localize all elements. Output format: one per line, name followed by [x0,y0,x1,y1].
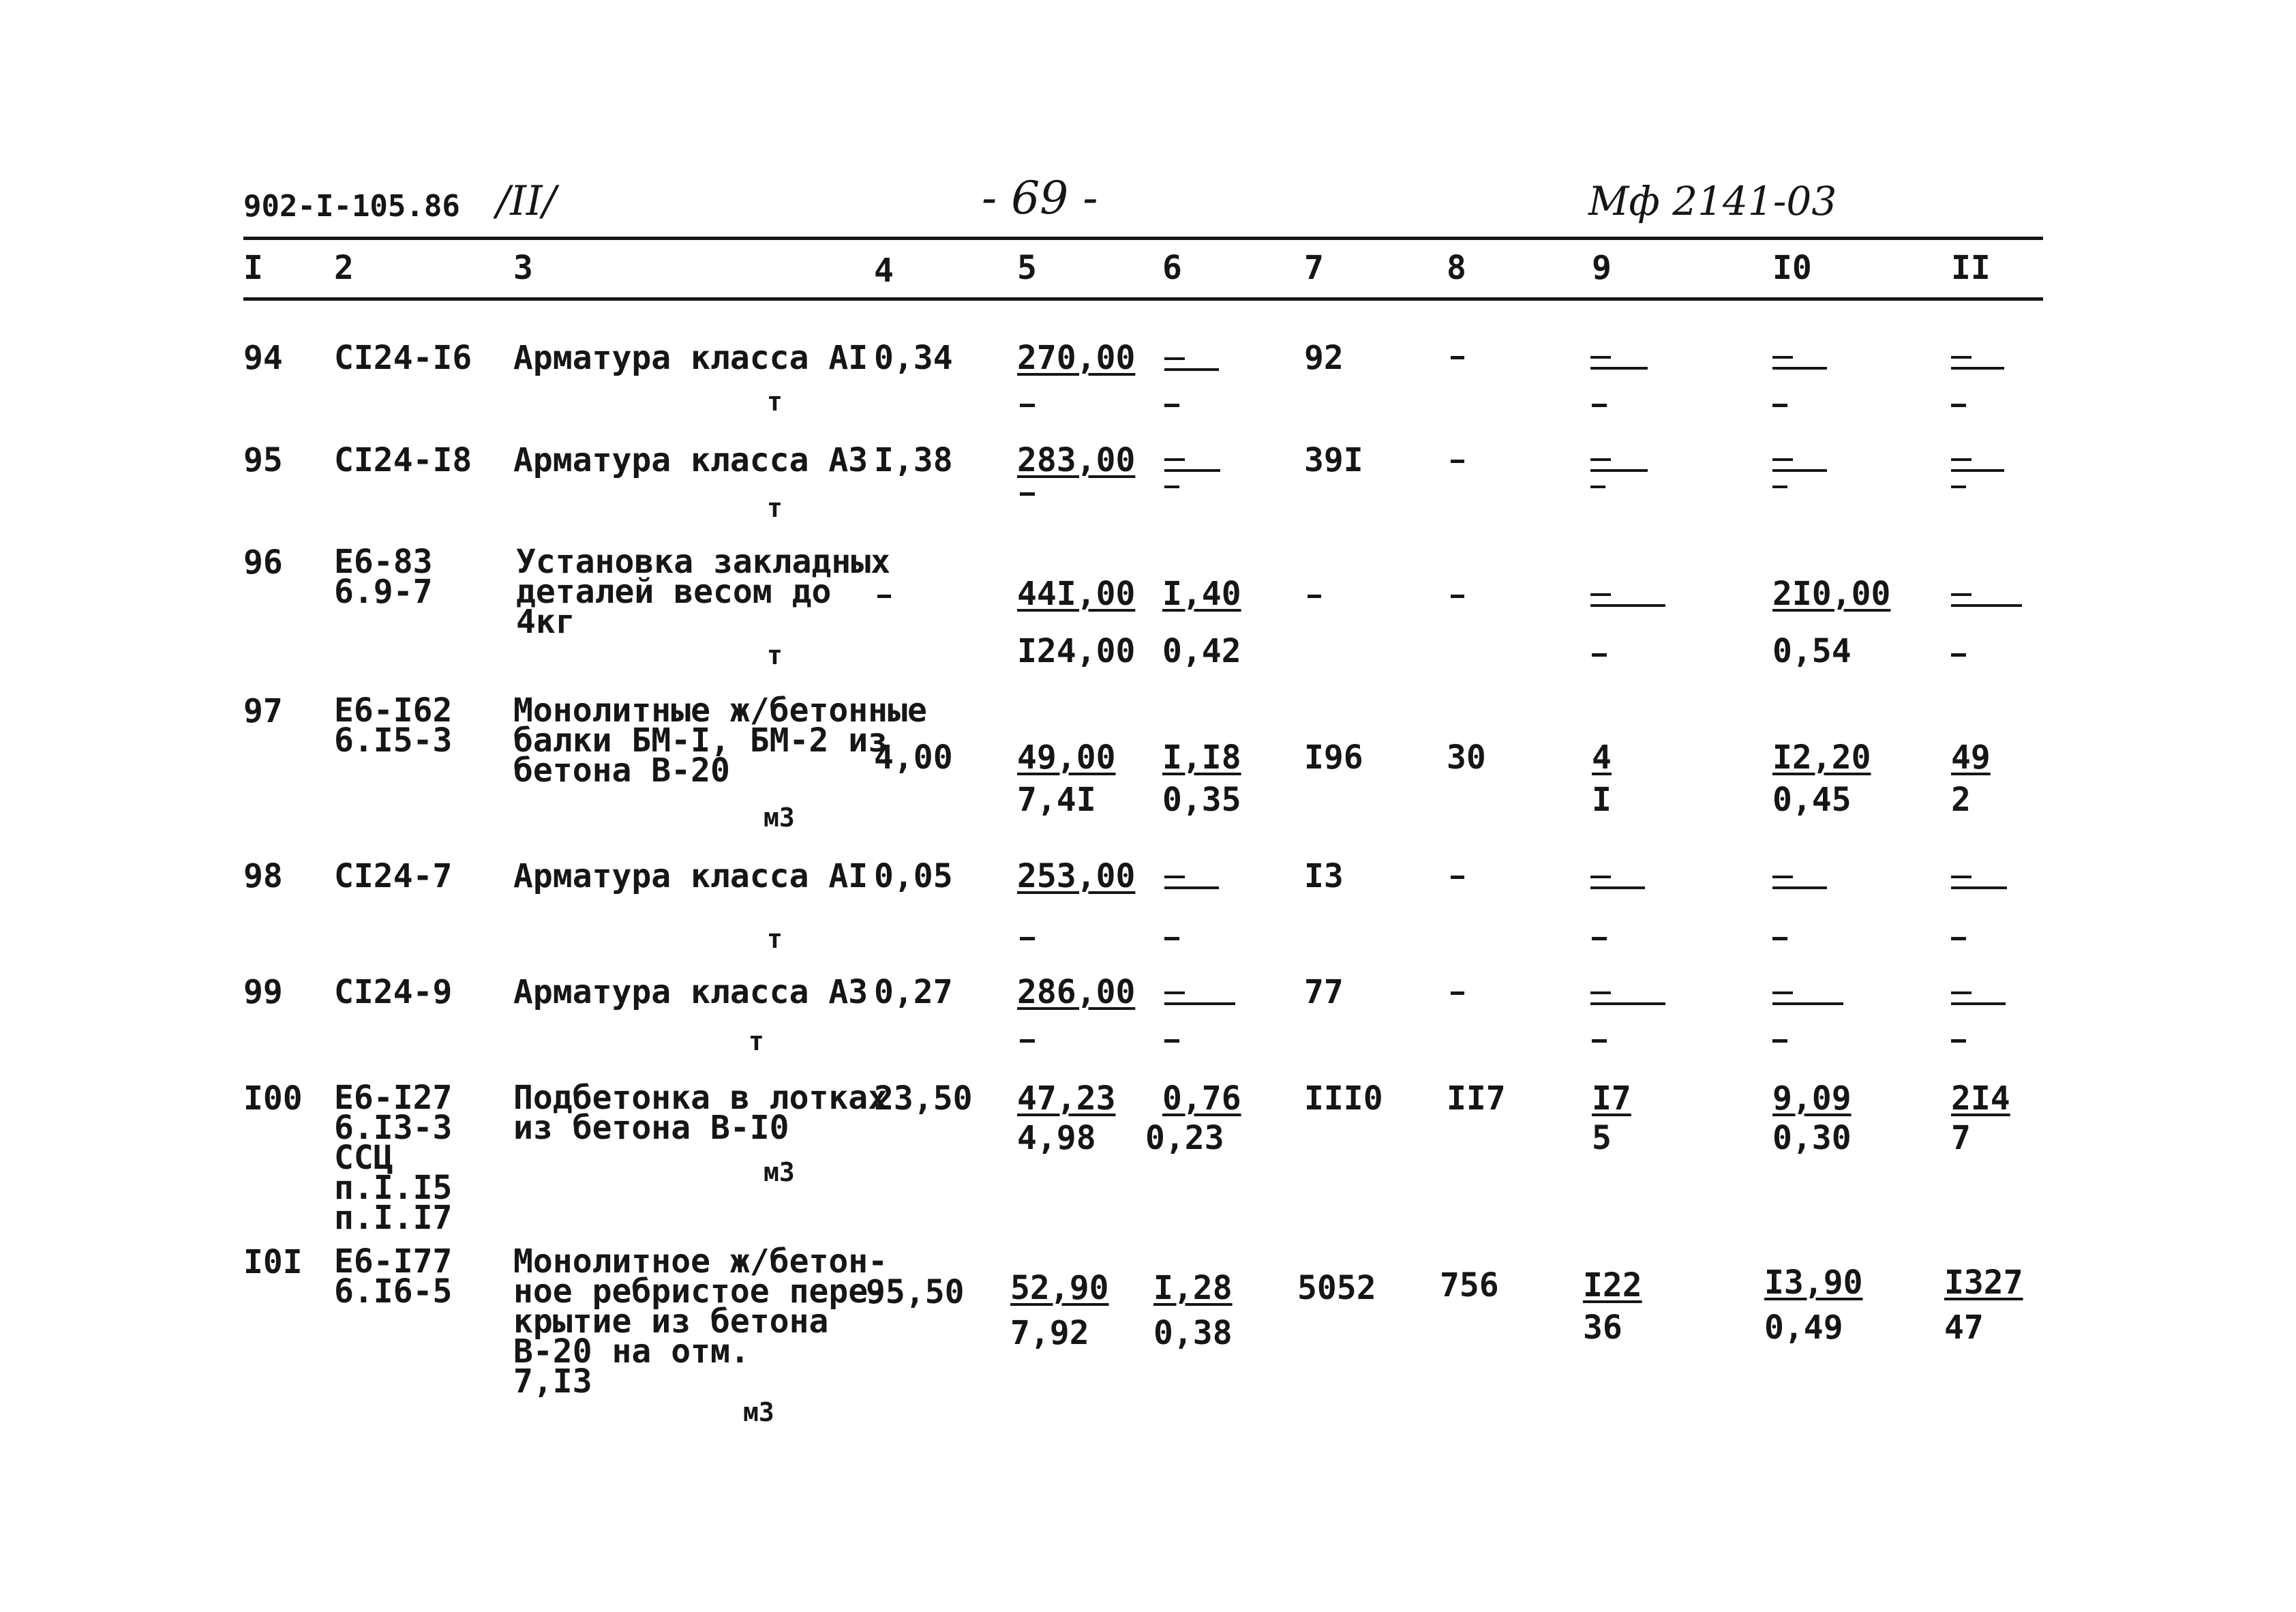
column-header: I [243,249,263,287]
empty-dash [1020,492,1035,496]
norm-code: Е6-I62 6.I5-3 [334,691,453,760]
empty-dash [1451,595,1464,598]
work-description: Монолитное ж/бетон- ное ребристое пере- крытие из бетона В-20 на отм. 7,I3 [513,1242,888,1401]
empty-dash [1772,937,1787,940]
norm-code: CI24-I6 [334,339,472,377]
machine-wage-total: 5 [1592,1119,1612,1157]
machine-total: 4 [1592,738,1612,777]
total: I96 [1304,738,1363,777]
column-header: I0 [1772,249,1812,287]
sheet-number: /II/ [496,177,556,225]
empty-dash [1020,937,1035,940]
machine-cost: 0,76 [1162,1079,1241,1118]
unit-label: т [767,640,783,670]
empty-dash [1951,653,1966,657]
column-header: 9 [1592,249,1612,287]
total: 92 [1304,339,1344,377]
wage-cost: 4,98 [1017,1119,1096,1157]
norm-code: CI24-I8 [334,441,472,479]
unit-label: м3 [764,803,795,833]
empty-dash [1951,937,1966,940]
machine-wage: 0,38 [1153,1314,1233,1352]
quantity: 0,05 [874,857,953,895]
norm-code: CI24-7 [334,857,453,895]
column-header: 7 [1304,249,1324,287]
grand-wage: 2 [1951,781,1971,819]
quantity: 4,00 [874,738,953,777]
grand-total: I327 [1944,1264,2023,1302]
total-wage: 0,49 [1764,1309,1843,1347]
inventory-number: Мф 2141-03 [1588,178,1837,224]
column-header: II [1951,249,1991,287]
empty-dash [1951,1039,1966,1043]
wage-total: 30 [1447,738,1486,777]
row-number: 97 [243,692,283,730]
work-description: Арматура класса АI [513,339,868,377]
work-description: Монолитные ж/бетонные балки БМ-I, БМ-2 из бетона В-20 [513,691,927,790]
quantity: 23,50 [874,1079,973,1118]
unit-cost: 44I,00 [1017,575,1136,613]
quantity: 0,34 [874,339,953,377]
norm-code: Е6-I27 6.I3-3 ССЦ п.I.I5 п.I.I7 [334,1079,453,1237]
unit-label: м3 [743,1397,774,1427]
work-description: Подбетонка в лотках из бетона В-I0 [513,1079,888,1147]
work-description: Установка закладных деталей весом до 4кг [516,543,891,641]
unit-cost: 52,90 [1010,1269,1109,1307]
header-top-rule [243,237,2043,240]
empty-dash [1164,404,1179,407]
total: 39I [1304,441,1363,479]
quantity: 95,50 [866,1273,965,1311]
quantity: I,38 [874,441,953,479]
total-wage: 0,30 [1772,1119,1852,1157]
grand-total: 2I4 [1951,1079,2010,1118]
row-number: I0I [243,1243,303,1281]
empty-dash [1951,404,1966,407]
empty-dash [1772,1039,1787,1043]
quantity: 0,27 [874,973,953,1011]
unit-label: т [767,493,783,523]
empty-dash [1772,404,1787,407]
empty-dash [1592,1039,1607,1043]
total: I3 [1304,857,1344,895]
unit-label: м3 [764,1157,795,1187]
empty-dash [1451,460,1464,463]
total: 5052 [1297,1269,1376,1307]
row-number: 96 [243,543,283,582]
empty-dash [1451,991,1464,995]
empty-dash [1164,937,1179,940]
empty-dash [1592,404,1607,407]
unit-label: т [767,924,783,954]
norm-code: Е6-83 6.9-7 [334,543,433,611]
column-header: 6 [1162,249,1182,287]
row-number: 98 [243,857,283,895]
column-header: 4 [874,252,894,290]
grand-wage: 47 [1944,1309,1984,1347]
column-header: 8 [1447,249,1466,287]
empty-dash [1592,937,1607,940]
page-number: - 69 - [982,172,1098,224]
work-description: Арматура класса А3 [513,441,868,479]
row-number: I00 [243,1079,303,1118]
unit-cost: 49,00 [1017,738,1116,777]
unit-label: т [749,1026,764,1056]
empty-dash [1020,404,1035,407]
machine-cost: I,28 [1153,1269,1233,1307]
machine-cost: I,40 [1162,575,1241,613]
norm-code: CI24-9 [334,973,453,1011]
wage-cost: 7,4I [1017,781,1096,819]
total-cost: 2I0,00 [1772,575,1891,613]
total: III0 [1304,1079,1383,1118]
unit-label: т [767,387,783,417]
wage-cost: 7,92 [1010,1314,1089,1352]
machine-total: I7 [1592,1079,1631,1118]
grand-wage: 7 [1951,1119,1971,1157]
wage-total: II7 [1447,1079,1506,1118]
empty-dash [1020,1039,1035,1043]
work-description: Арматура класса А3 [513,973,868,1011]
total: 77 [1304,973,1344,1011]
total-wage: 0,54 [1772,632,1852,670]
header-bottom-rule [243,297,2043,301]
wage-cost: I24,00 [1017,632,1136,670]
machine-wage-total: I [1592,781,1612,819]
grand-total: 49 [1951,738,1991,777]
total-wage: 0,45 [1772,781,1852,819]
empty-dash [1451,876,1464,879]
total-cost: I2,20 [1772,738,1871,777]
norm-code: Е6-I77 6.I6-5 [334,1242,453,1311]
empty-dash [1451,356,1464,359]
total-cost: I3,90 [1764,1264,1863,1302]
document-code: 902-I-105.86 [243,189,460,224]
unit-cost: 47,23 [1017,1079,1116,1118]
column-header: 3 [513,249,533,287]
empty-dash [1164,1039,1179,1043]
wage-total: 756 [1440,1266,1499,1304]
machine-wage: 0,42 [1162,632,1241,670]
row-number: 99 [243,973,283,1011]
machine-wage: 0,23 [1145,1119,1224,1157]
unit-cost: 286,00 [1017,973,1136,1011]
unit-cost: 253,00 [1017,857,1136,895]
empty-dash [877,595,891,598]
row-number: 95 [243,441,283,479]
row-number: 94 [243,339,283,377]
machine-wage: 0,35 [1162,781,1241,819]
column-header: 5 [1017,249,1037,287]
unit-cost: 270,00 [1017,339,1136,377]
total-cost: 9,09 [1772,1079,1852,1118]
work-description: Арматура класса АI [513,857,868,895]
machine-wage-total: 36 [1583,1309,1622,1347]
machine-total: I22 [1583,1266,1642,1304]
column-header: 2 [334,249,354,287]
empty-dash [1308,595,1321,598]
machine-cost: I,I8 [1162,738,1241,777]
unit-cost: 283,00 [1017,441,1136,479]
empty-dash [1592,653,1607,657]
